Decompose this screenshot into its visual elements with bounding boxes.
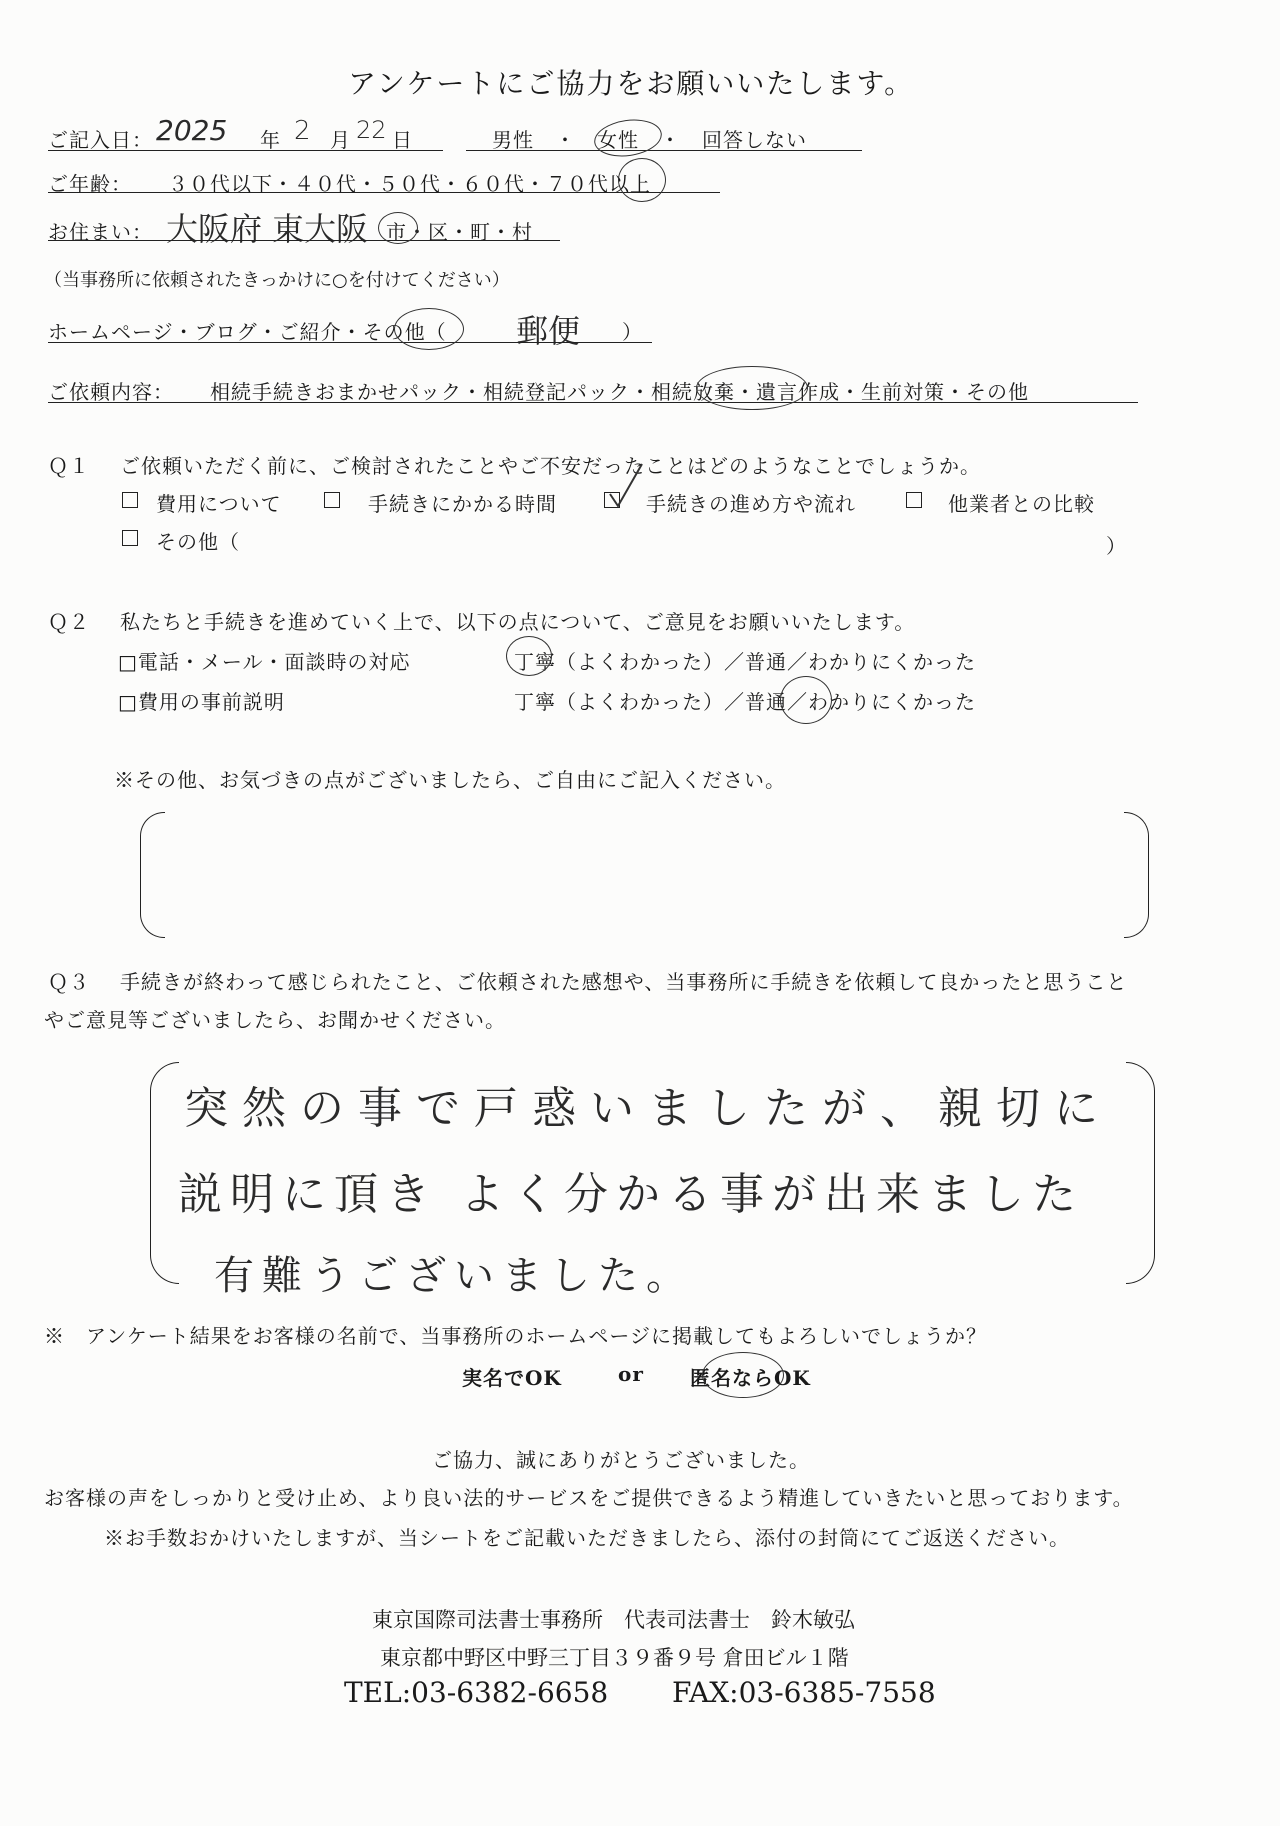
date-label: ご記入日： (48, 128, 153, 152)
month-unit: 月 (330, 128, 351, 152)
publish-option-real-name: 実名でOK (462, 1366, 562, 1390)
date-underline (48, 150, 443, 151)
office-name-line: 東京国際司法書士事務所 代表司法書士 鈴木敏弘 (372, 1608, 855, 1632)
q2-row2-selection-circle (780, 676, 832, 724)
q3-number: Ｑ３ (48, 970, 90, 994)
request-underline (48, 402, 1138, 403)
q1-option-other: その他（ (156, 530, 240, 554)
address-selection-circle (378, 212, 418, 244)
address-suffix: 市・区・町・村 (386, 220, 533, 244)
gender-selection-circle (592, 115, 664, 160)
address-underline (48, 240, 560, 241)
q3-answer-line3: 有難うございました。 (214, 1253, 694, 1299)
comment-box-left-bracket (140, 812, 165, 938)
trigger-close: ） (622, 320, 643, 344)
gender-underline (466, 150, 862, 151)
answer-box-right-bracket (1126, 1062, 1155, 1284)
q2-number: Ｑ２ (48, 610, 90, 634)
request-selection-circle (696, 366, 808, 410)
request-options: 相続手続きおまかせパック・相続登記パック・相続放棄・遺言作成・生前対策・その他 (210, 380, 1029, 404)
q1-number: Ｑ１ (48, 454, 90, 478)
q1-checkbox-time[interactable] (324, 492, 340, 508)
q3-question-line2: やご意見等ございましたら、お聞かせください。 (44, 1008, 506, 1032)
trigger-underline (48, 342, 652, 343)
comment-box-right-bracket (1124, 812, 1149, 938)
q1-option-time: 手続きにかかる時間 (368, 492, 557, 516)
q1-process-checkmark-icon (604, 458, 648, 512)
q1-option-cost: 費用について (156, 492, 282, 516)
q1-checkbox-compare[interactable] (906, 492, 922, 508)
age-label: ご年齢： (48, 172, 132, 196)
q1-option-compare: 他業者との比較 (948, 492, 1095, 516)
q1-checkbox-other[interactable] (122, 530, 138, 546)
q3-answer-line1: 突然の事で戸惑いましたが、親切に (184, 1083, 1112, 1134)
q2-row1-scale: 丁寧（よくわかった）／普通／わかりにくかった (514, 650, 976, 674)
trigger-options: ホームページ・ブログ・ご紹介・その他（ (48, 320, 447, 344)
office-address: 東京都中野区中野三丁目３９番９号 倉田ビル１階 (380, 1646, 849, 1670)
address-handwritten: 大阪府 東大阪 (166, 210, 369, 248)
office-fax: FAX:03-6385-7558 (672, 1676, 936, 1709)
q2-row2-label: □費用の事前説明 (118, 690, 285, 714)
publish-option-anonymous: 匿名ならOK (690, 1366, 811, 1390)
day-value: 22 (356, 116, 387, 144)
age-selection-circle (618, 158, 666, 202)
q2-row1-label: □電話・メール・面談時の対応 (118, 650, 411, 674)
q3-answer-line2: 説明に頂き よく分かる事が出来ました (178, 1169, 1084, 1220)
trigger-selection-circle (394, 308, 464, 350)
closing-line2: お客様の声をしっかりと受け止め、より良い法的サービスをご提供できるよう精進していきたいと思っております。 (44, 1486, 1134, 1510)
q2-question: 私たちと手続きを進めていく上で、以下の点について、ご意見をお願いいたします。 (120, 610, 916, 634)
q2-other-note: ※その他、お気づきの点がございましたら、ご自由にご記入ください。 (114, 768, 786, 792)
address-label: お住まい： (48, 220, 153, 244)
month-value: 2 (294, 116, 311, 146)
office-tel: TEL:03-6382-6658 (344, 1676, 609, 1709)
age-underline (48, 192, 720, 193)
q2-row2-scale: 丁寧（よくわかった）／普通／わかりにくかった (514, 690, 976, 714)
publish-question: ※ アンケート結果をお客様の名前で、当事務所のホームページに掲載してもよろしいでしょうか？ (44, 1324, 987, 1348)
trigger-handwritten: 郵便 (516, 312, 581, 350)
answer-box-left-bracket (150, 1062, 179, 1284)
q1-checkbox-cost[interactable] (122, 492, 138, 508)
age-options: ３０代以下・４０代・５０代・６０代・７０代以上 (168, 172, 651, 196)
closing-line3: ※お手数おかけいたしますが、当シートをご記載いただきましたら、添付の封筒にてご返送ください。 (104, 1526, 1070, 1550)
page-title: アンケートにご協力をお願いいたします。 (348, 67, 915, 100)
gender-options: 男性 ・ 女性 ・ 回答しない (492, 128, 807, 152)
day-unit: 日 (392, 128, 413, 152)
q1-option-other-close: ） (1106, 534, 1127, 558)
publish-selection-circle (702, 1352, 784, 1398)
year-unit: 年 (260, 128, 281, 152)
q1-question: ご依頼いただく前に、ご検討されたことやご不安だったことはどのようなことでしょうか。 (120, 454, 981, 478)
closing-thanks: ご協力、誠にありがとうございました。 (432, 1448, 810, 1472)
request-label: ご依頼内容： (48, 380, 174, 404)
trigger-note: （当事務所に依頼されたきっかけに○を付けてください） (44, 270, 510, 291)
q2-row1-selection-circle (506, 636, 552, 676)
publish-or: or (618, 1362, 644, 1386)
q3-question-line1: 手続きが終わって感じられたこと、ご依頼された感想や、当事務所に手続きを依頼して良かったと思うこと (120, 970, 1128, 994)
year-value: 2025 (156, 114, 228, 147)
q1-option-process: 手続きの進め方や流れ (646, 492, 856, 516)
